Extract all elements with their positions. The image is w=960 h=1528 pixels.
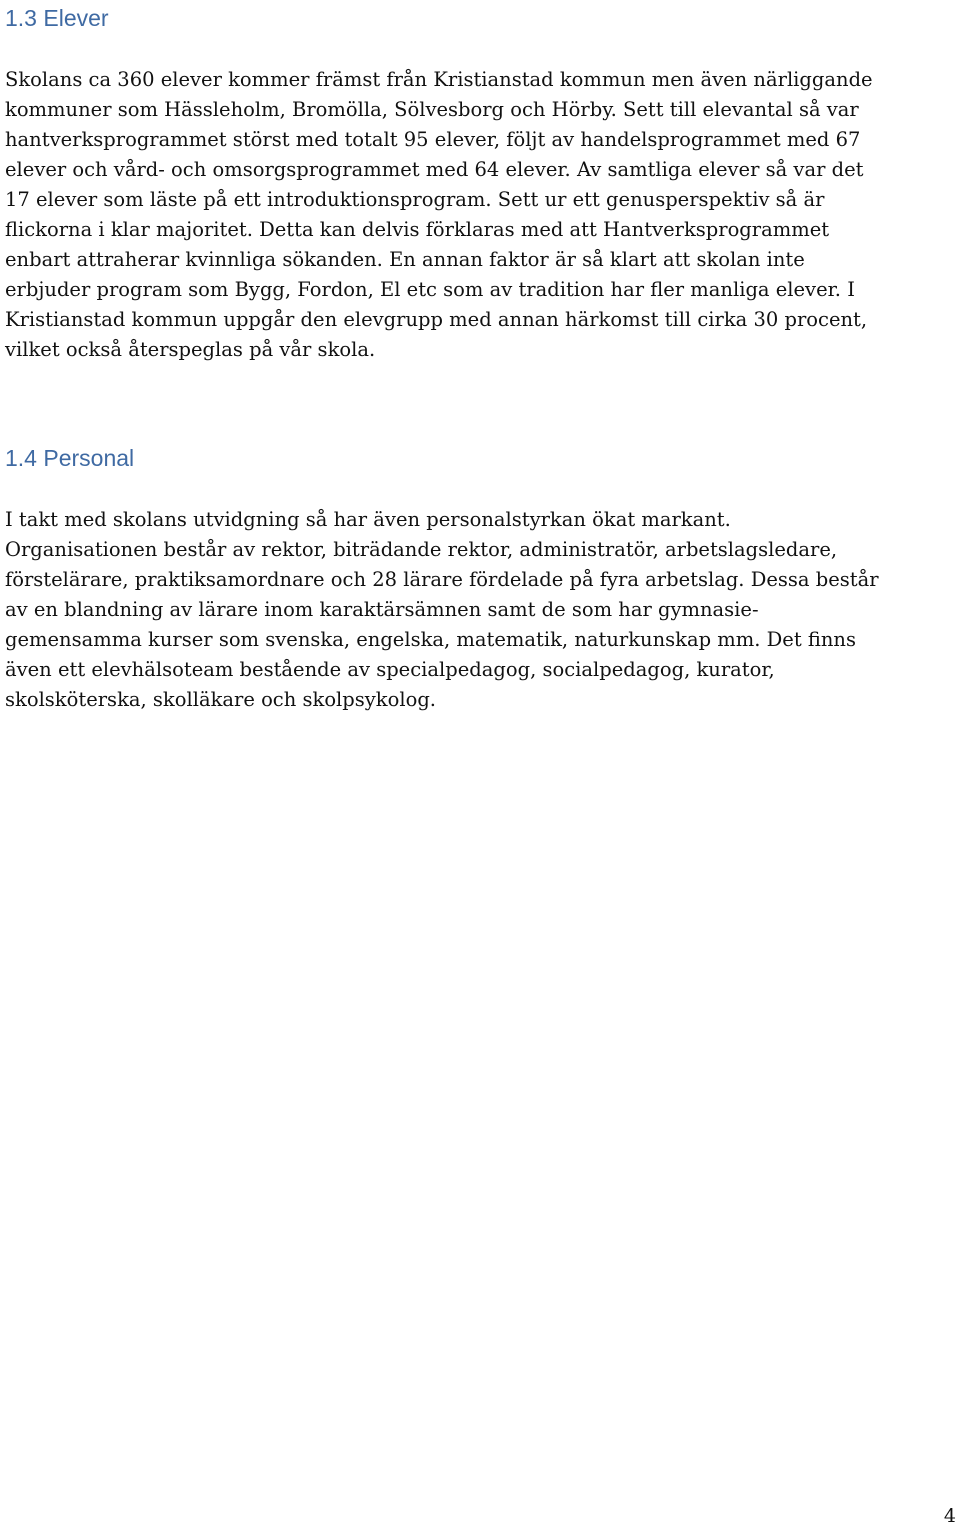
paragraph-line: hantverksprogrammet störst med totalt 95 elever, följt av handelsprogrammet med 67 [5,128,861,151]
paragraph-line: kommuner som Hässleholm, Bromölla, Sölvesborg och Hörby. Sett till elevantal så var [5,98,859,121]
paragraph-line: Kristianstad kommun uppgår den elevgrupp med annan härkomst till cirka 30 procent, [5,308,868,331]
paragraph-line: flickorna i klar majoritet. Detta kan delvis förklaras med att Hantverksprogrammet [5,218,830,241]
paragraph-line: gemensamma kurser som svenska, engelska, matematik, naturkunskap mm. Det finns [5,628,857,651]
paragraph-line: 17 elever som läste på ett introduktionsprogram. Sett ur ett genusperspektiv så är [5,188,825,211]
section-heading-personal: 1.4 Personal [5,445,135,471]
section-paragraph-personal [5,505,955,715]
paragraph-line: Skolans ca 360 elever kommer främst från Kristianstad kommun men även närliggande [5,68,873,91]
page-number: 4 [943,1505,956,1527]
paragraph-line: enbart attraherar kvinnliga sökanden. En annan faktor är så klart att skolan inte [5,248,805,271]
paragraph-line: vilket också återspeglas på vår skola. [5,338,376,361]
paragraph-line: förstelärare, praktiksamordnare och 28 lärare fördelade på fyra arbetslag. Dessa består [5,568,879,591]
paragraph-line: Organisationen består av rektor, biträdande rektor, administratör, arbetslagsledare, [5,538,838,561]
paragraph-line: skolsköterska, skolläkare och skolpsykolog. [5,688,437,711]
section-paragraph-elever [5,65,955,365]
paragraph-line: även ett elevhälsoteam bestående av specialpedagog, socialpedagog, kurator, [5,658,775,681]
section-heading-elever: 1.3 Elever [5,5,109,31]
paragraph-line: I takt med skolans utvidgning så har även personalstyrkan ökat markant. [5,508,731,531]
paragraph-line: elever och vård- och omsorgsprogrammet med 64 elever. Av samtliga elever så var det [5,158,864,181]
paragraph-line: av en blandning av lärare inom karaktärsämnen samt de som har gymnasie- [5,598,759,621]
paragraph-line: erbjuder program som Bygg, Fordon, El etc som av tradition har fler manliga elever. I [5,278,855,301]
